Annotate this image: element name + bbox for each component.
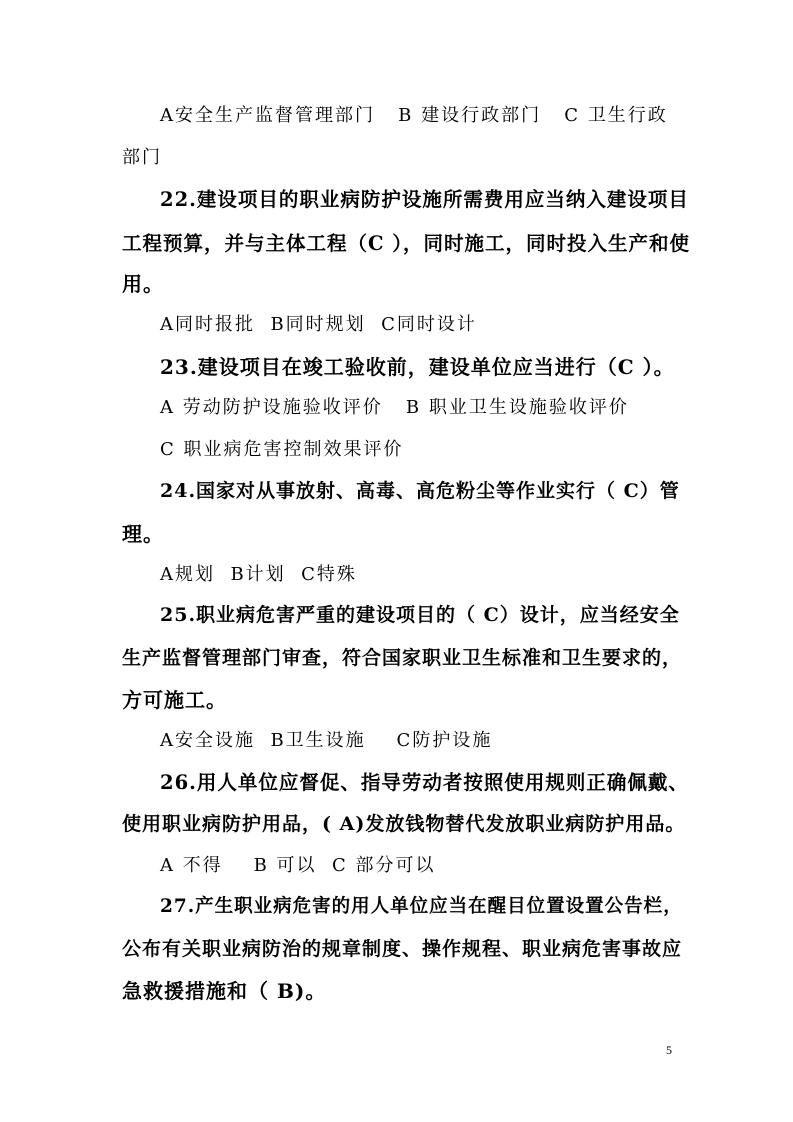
- answer-options-line: A 不得 B 可以 C 部分可以: [160, 855, 436, 876]
- answer-options-line: A安全设施 B卫生设施 C防护设施: [160, 730, 493, 751]
- answer-options-line: C 职业病危害控制效果评价: [160, 439, 404, 460]
- question-25-line: 生产监督管理部门审查，符合国家职业卫生标准和卫生要求的，: [122, 647, 683, 669]
- question-27-line: 公布有关职业病防治的规章制度、操作规程、职业病危害事故应: [122, 938, 683, 960]
- question-22: 22.建设项目的职业病防护设施所需费用应当纳入建设项目: [160, 188, 689, 211]
- answer-options-line: A规划 B计划 C特殊: [160, 564, 357, 585]
- page-number: 5: [666, 1043, 672, 1057]
- question-25: 25.职业病危害严重的建设项目的（ C）设计，应当经安全: [160, 604, 680, 626]
- question-26: 26.用人单位应督促、指导劳动者按照使用规则正确佩戴、: [160, 771, 689, 794]
- question-24: 24.国家对从事放射、高毒、高危粉尘等作业实行（ C）管: [160, 480, 680, 502]
- answer-options-line: A 劳动防护设施验收评价 B 职业卫生设施验收评价: [160, 397, 629, 418]
- answer-options-line: A安全生产监督管理部门 B 建设行政部门 C 卫生行政: [160, 105, 668, 126]
- question-24-line: 理。: [122, 522, 164, 546]
- question-22-line: 工程预算，并与主体工程（C ），同时施工，同时投入生产和使: [122, 232, 691, 255]
- question-23: 23.建设项目在竣工验收前，建设单位应当进行（C ）。: [160, 355, 675, 379]
- answer-options-line: A同时报批 B同时规划 C同时设计: [160, 314, 477, 335]
- question-27: 27.产生职业病危害的用人单位应当在醒目位置设置公告栏，: [160, 896, 683, 917]
- question-26-line: 使用职业病防护用品，( A)发放钱物替代发放职业病防护用品。: [122, 813, 686, 835]
- question-25-line: 方可施工。: [122, 688, 227, 712]
- answer-options-line: 部门: [122, 147, 162, 168]
- question-22-line: 用。: [122, 272, 164, 296]
- question-27-line: 急救援措施和（ B)。: [122, 979, 327, 1003]
